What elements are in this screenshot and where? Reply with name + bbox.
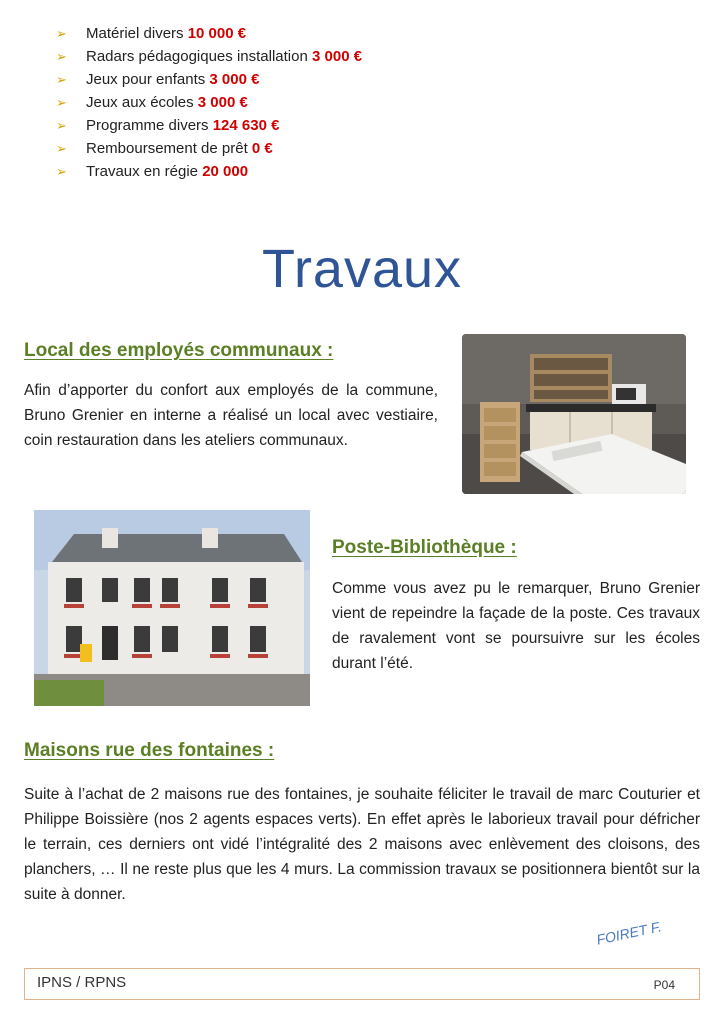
budget-amount: 0 €: [251, 140, 273, 157]
arrow-bullet-icon: ➢: [56, 118, 67, 133]
heading-maisons-fontaines: Maisons rue des fontaines :: [24, 740, 275, 761]
budget-label: Travaux en régie: [86, 163, 199, 180]
arrow-bullet-icon: ➢: [56, 164, 67, 179]
budget-item: [56, 91, 362, 114]
office-photo: [462, 334, 686, 494]
footer-publication-note: IPNS / RPNS: [37, 974, 127, 991]
arrow-bullet-icon: ➢: [56, 141, 67, 156]
budget-item: [56, 137, 362, 160]
budget-label: Jeux pour enfants: [86, 71, 206, 88]
budget-item: [56, 45, 362, 68]
text-maisons-fontaines: Suite à l’achat de 2 maisons rue des fontaines, je souhaite féliciter le travail de marc Couturier et Philippe Boissière (nos 2 agents espaces verts). En effet après le laborieux travail pour défricher le terrain, ces derniers ont vidé l’intégralité des 2 maisons avec enlèvement des cloisons, des planchers, … Il ne reste plus que les 4 murs. La commission travaux se positionnera bientôt sur la suite à donner.: [24, 786, 700, 903]
budget-label: Remboursement de prêt: [86, 140, 248, 157]
footer: [24, 968, 700, 1000]
budget-label: Matériel divers: [86, 25, 184, 42]
budget-label: Programme divers: [86, 117, 209, 134]
signature: FOIRET F.: [595, 918, 663, 948]
budget-amount: 20 000: [202, 163, 249, 180]
text-poste-bibliotheque: Comme vous avez pu le remarquer, Bruno Grenier vient de repeindre la façade de la poste. Ces travaux de ravalement vont se poursuivre sur les écoles durant l’été.: [332, 580, 700, 672]
budget-label: Radars pédagogiques installation: [86, 48, 308, 65]
budget-list: [56, 22, 362, 183]
budget-label: Jeux aux écoles: [86, 94, 194, 111]
budget-amount: 124 630 €: [212, 117, 280, 134]
budget-item: [56, 160, 362, 183]
budget-item: [56, 22, 362, 45]
heading-local-employes: Local des employés communaux :: [24, 340, 334, 361]
budget-amount: 3 000 €: [209, 71, 260, 88]
arrow-bullet-icon: ➢: [56, 49, 67, 64]
arrow-bullet-icon: ➢: [56, 72, 67, 87]
budget-amount: 3 000 €: [197, 94, 248, 111]
budget-amount: 3 000 €: [312, 48, 363, 65]
heading-poste-bibliotheque: Poste-Bibliothèque :: [332, 537, 517, 558]
page-number: P04: [653, 978, 675, 992]
arrow-bullet-icon: ➢: [56, 26, 67, 41]
page-title: Travaux: [261, 239, 463, 299]
budget-item: [56, 68, 362, 91]
text-local-employes: Afin d’apporter du confort aux employés de la commune, Bruno Grenier en interne a réalisé un local avec vestiaire, coin restauration dans les ateliers communaux.: [24, 382, 438, 449]
budget-item: [56, 114, 362, 137]
budget-amount: 10 000 €: [187, 25, 247, 42]
post-office-photo: [34, 510, 310, 706]
arrow-bullet-icon: ➢: [56, 95, 67, 110]
